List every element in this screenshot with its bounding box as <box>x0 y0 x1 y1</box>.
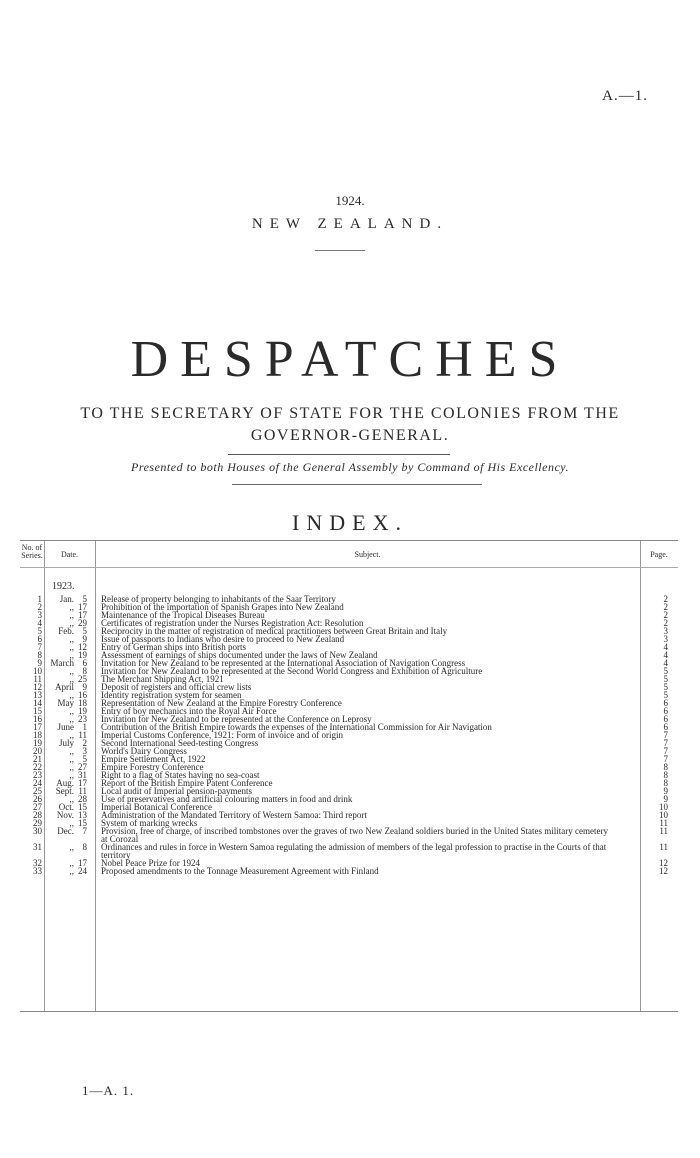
entry-subject: Issue of passports to Indians who desire to proceed to New Zealand <box>101 634 345 644</box>
entry-month: ,, <box>69 642 74 652</box>
index-heading: INDEX. <box>292 510 408 535</box>
year-label: 1923. <box>52 581 75 592</box>
entry-number: 21 <box>33 754 42 764</box>
entry-page: 9 <box>663 786 668 796</box>
entry-number: 28 <box>33 810 42 820</box>
entry-subject: Empire Settlement Act, 1922 <box>101 754 206 764</box>
entry-subject: Right to a flag of States having no sea-coast <box>101 770 260 780</box>
entry-number: 9 <box>37 658 42 668</box>
entry-day: 17 <box>78 610 87 620</box>
entry-day: 8 <box>82 842 87 852</box>
entry-month: June <box>57 722 74 732</box>
entry-month: April <box>55 682 74 692</box>
entry-number: 4 <box>37 618 42 628</box>
document-reference: A.—1. <box>602 88 648 104</box>
entry-month: ,, <box>69 858 74 868</box>
entry-day: 15 <box>78 802 87 812</box>
entry-day: 9 <box>82 634 87 644</box>
entry-day: 5 <box>82 626 87 636</box>
entry-subject: Imperial Botanical Conference <box>101 802 212 812</box>
entry-day: 29 <box>78 618 87 628</box>
entry-subject: Representation of New Zealand at the Empire Forestry Conference <box>101 698 342 708</box>
entry-number: 3 <box>37 610 42 620</box>
entry-day: 18 <box>78 698 87 708</box>
entry-page: 5 <box>663 674 668 684</box>
entry-day: 23 <box>78 714 87 724</box>
divider <box>228 454 450 455</box>
entry-day: 16 <box>78 690 87 700</box>
entry-page: 2 <box>663 610 668 620</box>
entry-subject: Imperial Customs Conference, 1921: Form of invoice and of origin <box>101 730 343 740</box>
entry-month: ,, <box>69 650 74 660</box>
entry-month: ,, <box>69 754 74 764</box>
entry-subject: Maintenance of the Tropical Diseases Bureau <box>101 610 265 620</box>
entry-number: 31 <box>33 842 42 852</box>
entry-month: ,, <box>69 794 74 804</box>
entry-number: 12 <box>33 682 42 692</box>
entry-subject: Certificates of registration under the Nurses Registration Act: Resolution <box>101 618 364 628</box>
entry-month: July <box>58 738 74 748</box>
entry-number: 18 <box>33 730 42 740</box>
entry-subject: Deposit of registers and official crew lists <box>101 682 252 692</box>
column-header-date: Date. <box>60 550 79 559</box>
entry-day: 31 <box>78 770 87 780</box>
entry-month: ,, <box>69 618 74 628</box>
entry-subject: Invitation for New Zealand to be represented at the Conference on Leprosy <box>101 714 372 724</box>
entry-subject: The Merchant Shipping Act, 1921 <box>101 674 224 684</box>
entry-day: 6 <box>82 658 87 668</box>
column-header-subject: Subject. <box>354 550 381 559</box>
entry-month: May <box>57 698 74 708</box>
entry-month: Jan. <box>59 594 74 604</box>
entry-number: 5 <box>37 626 42 636</box>
entry-page: 2 <box>663 594 668 604</box>
entry-number: 15 <box>33 706 42 716</box>
column-header-no: No. of Series. <box>21 543 43 560</box>
entry-page: 8 <box>663 762 668 772</box>
page-subtitle <box>40 403 660 447</box>
subtitle-line-1: TO THE SECRETARY OF STATE FOR THE COLONIES FROM THE <box>80 405 620 422</box>
entry-day: 24 <box>78 866 87 876</box>
entry-page: 6 <box>663 698 668 708</box>
entry-month: ,, <box>69 818 74 828</box>
entry-subject: Empire Forestry Conference <box>101 762 204 772</box>
country-heading: NEW ZEALAND. <box>251 216 449 232</box>
entry-page: 12 <box>659 858 668 868</box>
entry-page: 5 <box>663 690 668 700</box>
entry-day: 15 <box>78 818 87 828</box>
entry-day: 17 <box>78 858 87 868</box>
entry-page: 4 <box>663 650 668 660</box>
entry-page: 6 <box>663 714 668 724</box>
entry-month: ,, <box>69 714 74 724</box>
entry-subject: Second International Seed-testing Congress <box>101 738 259 748</box>
entry-page: 11 <box>659 818 668 828</box>
entry-month: Oct. <box>58 802 74 812</box>
entry-number: 24 <box>33 778 42 788</box>
entry-day: 8 <box>82 666 87 676</box>
divider <box>315 250 365 251</box>
entry-page: 7 <box>663 754 668 764</box>
entry-day: 27 <box>78 762 87 772</box>
subtitle-line-2: GOVERNOR-GENERAL. <box>250 427 450 444</box>
document-year: 1924. <box>335 193 365 208</box>
table-row <box>20 867 678 875</box>
entry-subject: Prohibition of the importation of Spanish Grapes into New Zealand <box>101 602 344 612</box>
entry-page: 3 <box>663 634 668 644</box>
entry-day: 17 <box>78 602 87 612</box>
entry-day: 3 <box>82 746 87 756</box>
entry-number: 1 <box>37 594 42 604</box>
entry-number: 30 <box>33 826 42 836</box>
entry-number: 25 <box>33 786 42 796</box>
entry-month: ,, <box>69 666 74 676</box>
entry-page: 3 <box>663 626 668 636</box>
entry-month: ,, <box>69 730 74 740</box>
entry-page: 6 <box>663 706 668 716</box>
entry-subject: Entry of boy mechanics into the Royal Air Force <box>101 706 277 716</box>
entry-month: ,, <box>69 674 74 684</box>
entry-number: 27 <box>33 802 42 812</box>
entry-day: 19 <box>78 706 87 716</box>
entry-month: ,, <box>69 842 74 852</box>
entry-subject: Identity registration system for seamen <box>101 690 242 700</box>
entry-subject: Invitation for New Zealand to be represented at the Second World Congress and Exhibition of Agriculture <box>101 666 483 676</box>
entry-month: ,, <box>69 746 74 756</box>
entry-subject: Release of property belonging to inhabitants of the Saar Territory <box>101 594 336 604</box>
entry-page: 4 <box>663 658 668 668</box>
entry-subject: Local audit of Imperial pension-payments <box>101 786 252 796</box>
entry-subject: Entry of German ships into British ports <box>101 642 246 652</box>
entry-month: ,, <box>69 770 74 780</box>
entry-day: 5 <box>82 754 87 764</box>
entry-page: 10 <box>659 802 668 812</box>
entry-day: 25 <box>78 674 87 684</box>
entry-number: 8 <box>37 650 42 660</box>
entry-number: 23 <box>33 770 42 780</box>
entry-number: 14 <box>33 698 42 708</box>
entry-page: 9 <box>663 794 668 804</box>
entry-page: 7 <box>663 746 668 756</box>
entry-subject: Contribution of the British Empire towards the expenses of the International Commission for Air Navigation <box>101 722 492 732</box>
entry-number: 32 <box>33 858 42 868</box>
entry-day: 28 <box>78 794 87 804</box>
table-row <box>20 843 678 859</box>
entry-number: 6 <box>37 634 42 644</box>
entry-month: ,, <box>69 762 74 772</box>
table-row <box>20 827 678 843</box>
presentation-note: Presented to both Houses of the General Assembly by Command of His Excellency. <box>131 460 569 474</box>
entry-day: 7 <box>82 826 87 836</box>
entry-list <box>20 595 678 875</box>
entry-day: 11 <box>78 786 87 796</box>
entry-number: 17 <box>33 722 42 732</box>
entry-month: Nov. <box>56 810 74 820</box>
entry-page: 2 <box>663 618 668 628</box>
entry-day: 2 <box>82 738 87 748</box>
entry-page: 6 <box>663 722 668 732</box>
entry-month: ,, <box>69 866 74 876</box>
entry-month: March <box>50 658 74 668</box>
entry-day: 19 <box>78 650 87 660</box>
entry-subject: Report of the British Empire Patent Conference <box>101 778 273 788</box>
entry-day: 13 <box>78 810 87 820</box>
entry-number: 16 <box>33 714 42 724</box>
entry-page: 10 <box>659 810 668 820</box>
entry-number: 7 <box>37 642 42 652</box>
entry-number: 11 <box>33 674 42 684</box>
entry-subject: Invitation for New Zealand to be represented at the International Association of Navigation Congress <box>101 658 466 668</box>
entry-number: 13 <box>33 690 42 700</box>
entry-number: 29 <box>33 818 42 828</box>
entry-page: 11 <box>659 826 668 836</box>
page-title: DESPATCHES <box>130 331 570 388</box>
entry-page: 5 <box>663 666 668 676</box>
entry-number: 20 <box>33 746 42 756</box>
entry-subject: Assessment of earnings of ships documented under the laws of New Zealand <box>101 650 378 660</box>
entry-month: ,, <box>69 610 74 620</box>
entry-day: 1 <box>82 722 87 732</box>
entry-page: 7 <box>663 738 668 748</box>
entry-subject: System of marking wrecks <box>101 818 198 828</box>
entry-month: Dec. <box>57 826 74 836</box>
entry-day: 11 <box>78 730 87 740</box>
entry-day: 9 <box>82 682 87 692</box>
entry-subject: Proposed amendments to the Tonnage Measurement Agreement with Finland <box>101 866 379 876</box>
entry-number: 26 <box>33 794 42 804</box>
entry-number: 2 <box>37 602 42 612</box>
header-rule <box>20 567 678 568</box>
entry-day: 17 <box>78 778 87 788</box>
footer-reference: 1—A. 1. <box>82 1083 135 1098</box>
entry-month: ,, <box>69 602 74 612</box>
entry-page: 8 <box>663 770 668 780</box>
entry-month: Aug. <box>56 778 74 788</box>
entry-number: 33 <box>33 866 42 876</box>
entry-subject: Use of preservatives and artificial colouring matters in food and drink <box>101 794 353 804</box>
entry-month: Feb. <box>58 626 74 636</box>
entry-subject: Nobel Peace Prize for 1924 <box>101 858 200 868</box>
column-header-page: Page. <box>650 550 668 559</box>
index-table <box>20 540 678 1012</box>
entry-page: 5 <box>663 682 668 692</box>
entry-subject: World's Dairy Congress <box>101 746 187 756</box>
entry-day: 12 <box>78 642 87 652</box>
divider <box>232 484 482 485</box>
entry-month: Sept. <box>55 786 74 796</box>
entry-page: 4 <box>663 642 668 652</box>
entry-subject: Reciprocity in the matter of registration of medical practitioners between Great Britain and Italy <box>101 626 448 636</box>
entry-subject: Administration of the Mandated Territory of Western Samoa: Third report <box>101 810 367 820</box>
entry-page: 12 <box>659 866 668 876</box>
entry-number: 19 <box>33 738 42 748</box>
entry-number: 22 <box>33 762 42 772</box>
entry-page: 11 <box>659 842 668 852</box>
entry-month: ,, <box>69 634 74 644</box>
entry-day: 5 <box>82 594 87 604</box>
entry-month: ,, <box>69 690 74 700</box>
entry-subject: Provision, free of charge, of inscribed tombstones over the graves of two New Zealand soldiers buried in the United States military cemetery at Corozal <box>101 826 608 844</box>
entry-number: 10 <box>33 666 42 676</box>
entry-page: 7 <box>663 730 668 740</box>
entry-page: 2 <box>663 602 668 612</box>
entry-subject: Ordinances and rules in force in Western Samoa regulating the admission of members of the legal profession to practise in the Courts of that territory <box>101 842 607 860</box>
entry-month: ,, <box>69 706 74 716</box>
entry-page: 8 <box>663 778 668 788</box>
